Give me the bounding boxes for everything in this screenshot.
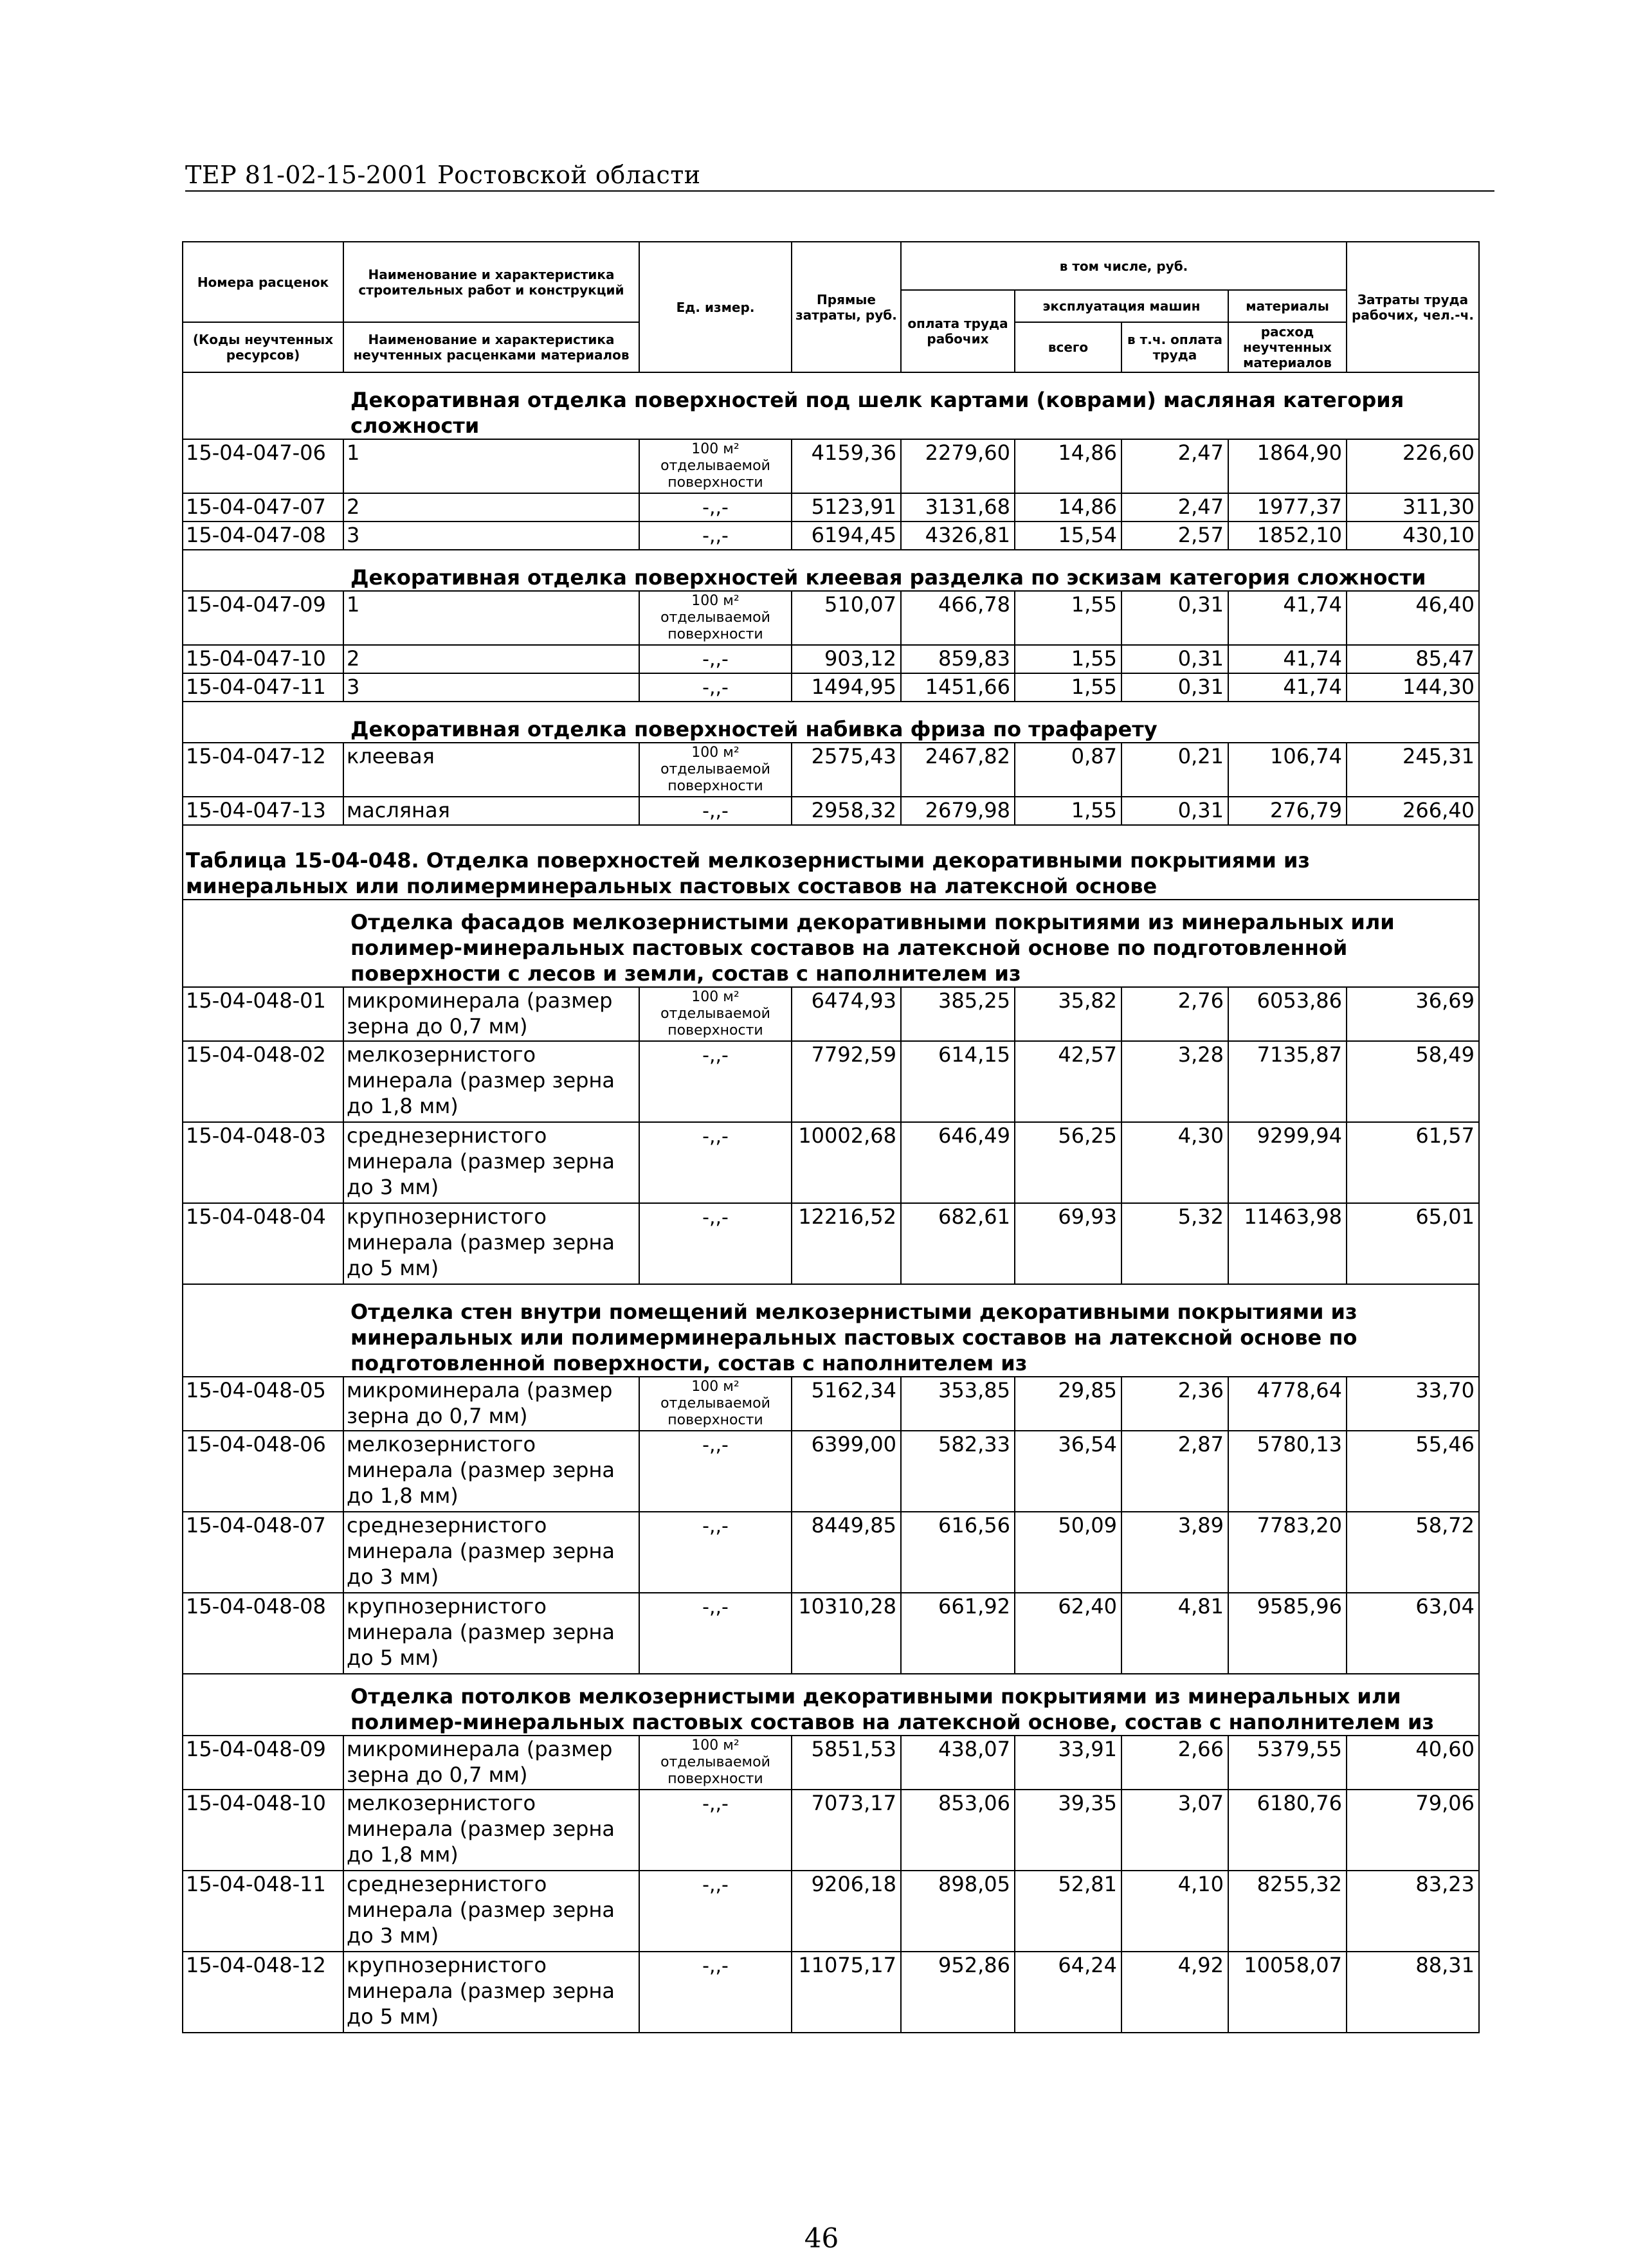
row-code: 15-04-048-01 — [183, 987, 343, 1041]
row-unit: 100 м² отделываемой поверхности — [639, 439, 792, 493]
row-machines-total: 52,81 — [1015, 1871, 1121, 1952]
row-materials: 9585,96 — [1228, 1593, 1347, 1674]
row-unit: -,,- — [639, 1952, 792, 2033]
row-machines-total: 50,09 — [1015, 1512, 1121, 1593]
row-machines-total: 14,86 — [1015, 493, 1121, 522]
row-materials: 41,74 — [1228, 673, 1347, 702]
table-row — [183, 1871, 1479, 1952]
row-unit: 100 м² отделываемой поверхности — [639, 1377, 792, 1431]
row-machines-total: 42,57 — [1015, 1041, 1121, 1122]
row-labor-hours: 88,31 — [1347, 1952, 1479, 2033]
row-labor-hours: 226,60 — [1347, 439, 1479, 493]
row-direct-cost: 11075,17 — [792, 1952, 901, 2033]
section-heading-row — [183, 1284, 1479, 1377]
row-code: 15-04-048-06 — [183, 1431, 343, 1512]
row-machines-labor: 4,10 — [1121, 1871, 1228, 1952]
row-name: 3 — [343, 522, 639, 550]
row-machines-labor: 2,57 — [1121, 522, 1228, 550]
row-unit: -,,- — [639, 797, 792, 825]
section-heading: Декоративная отделка поверхностей под шелк картами (коврами) масляная категория сложности — [183, 372, 1479, 439]
row-machines-labor: 2,47 — [1121, 439, 1228, 493]
section-heading-row — [183, 550, 1479, 591]
row-unit: -,,- — [639, 1122, 792, 1203]
section-heading-row — [183, 1674, 1479, 1736]
row-materials: 6053,86 — [1228, 987, 1347, 1041]
table-title: Таблица 15-04-048. Отделка поверхностей мелкозернистыми декоративными покрытиями из минеральных или полимерминеральных пастовых составов на латексной основе — [183, 825, 1479, 900]
section-heading: Отделка фасадов мелкозернистыми декоративными покрытиями из минеральных или полимер-минеральных пастовых составов на латексной основе по подготовленной поверхности с лесов и земли, состав с наполнителем из — [183, 900, 1479, 987]
table-row — [183, 1377, 1479, 1431]
row-direct-cost: 6399,00 — [792, 1431, 901, 1512]
row-direct-cost: 7792,59 — [792, 1041, 901, 1122]
row-materials: 9299,94 — [1228, 1122, 1347, 1203]
row-labor-hours: 266,40 — [1347, 797, 1479, 825]
row-name: среднезернистого минерала (размер зерна до 3 мм) — [343, 1512, 639, 1593]
row-machines-labor: 2,47 — [1121, 493, 1228, 522]
row-machines-labor: 4,92 — [1121, 1952, 1228, 2033]
row-machines-total: 39,35 — [1015, 1790, 1121, 1871]
row-unit: 100 м² отделываемой поверхности — [639, 743, 792, 797]
row-machines-labor: 2,36 — [1121, 1377, 1228, 1431]
row-labor-pay: 952,86 — [901, 1952, 1015, 2033]
row-labor-pay: 2679,98 — [901, 797, 1015, 825]
row-name: мелкозернистого минерала (размер зерна до 1,8 мм) — [343, 1790, 639, 1871]
row-labor-hours: 245,31 — [1347, 743, 1479, 797]
header-labor-pay: оплата труда рабочих — [901, 290, 1015, 372]
row-labor-hours: 46,40 — [1347, 591, 1479, 645]
row-code: 15-04-047-12 — [183, 743, 343, 797]
row-unit: 100 м² отделываемой поверхности — [639, 987, 792, 1041]
table-row — [183, 645, 1479, 673]
row-machines-labor: 5,32 — [1121, 1203, 1228, 1284]
row-labor-pay: 853,06 — [901, 1790, 1015, 1871]
row-code: 15-04-047-07 — [183, 493, 343, 522]
page-header: ТЕР 81-02-15-2001 Ростовской области — [185, 161, 701, 189]
row-unit: -,,- — [639, 1512, 792, 1593]
header-machines-total: всего — [1015, 322, 1121, 372]
row-name: 3 — [343, 673, 639, 702]
row-materials: 7783,20 — [1228, 1512, 1347, 1593]
row-name: среднезернистого минерала (размер зерна до 3 мм) — [343, 1122, 639, 1203]
row-materials: 4778,64 — [1228, 1377, 1347, 1431]
row-materials: 8255,32 — [1228, 1871, 1347, 1952]
row-labor-hours: 40,60 — [1347, 1736, 1479, 1790]
row-machines-total: 1,55 — [1015, 797, 1121, 825]
row-unit: 100 м² отделываемой поверхности — [639, 1736, 792, 1790]
row-name: крупнозернистого минерала (размер зерна до 5 мм) — [343, 1593, 639, 1674]
row-labor-hours: 36,69 — [1347, 987, 1479, 1041]
table-row — [183, 522, 1479, 550]
table-header — [183, 242, 1479, 372]
row-unit: -,,- — [639, 673, 792, 702]
row-name: 2 — [343, 645, 639, 673]
table-row — [183, 1790, 1479, 1871]
row-labor-pay: 661,92 — [901, 1593, 1015, 1674]
table-row — [183, 439, 1479, 493]
row-machines-total: 0,87 — [1015, 743, 1121, 797]
row-machines-total: 29,85 — [1015, 1377, 1121, 1431]
section-heading-row — [183, 372, 1479, 439]
section-heading: Отделка стен внутри помещений мелкозернистыми декоративными покрытиями из минеральных или полимерминеральных пастовых составов на латексной основе по подготовленной поверхности, состав с наполнителем из — [183, 1284, 1479, 1377]
header-machines-labor: в т.ч. оплата труда — [1121, 322, 1228, 372]
row-labor-hours: 79,06 — [1347, 1790, 1479, 1871]
row-materials: 1977,37 — [1228, 493, 1347, 522]
row-machines-total: 64,24 — [1015, 1952, 1121, 2033]
row-unit: -,,- — [639, 1041, 792, 1122]
row-name: мелкозернистого минерала (размер зерна до 1,8 мм) — [343, 1431, 639, 1512]
row-code: 15-04-048-09 — [183, 1736, 343, 1790]
row-labor-hours: 311,30 — [1347, 493, 1479, 522]
table-row — [183, 493, 1479, 522]
row-code: 15-04-048-03 — [183, 1122, 343, 1203]
row-labor-pay: 2467,82 — [901, 743, 1015, 797]
row-machines-labor: 4,81 — [1121, 1593, 1228, 1674]
row-name: 1 — [343, 439, 639, 493]
row-direct-cost: 6474,93 — [792, 987, 901, 1041]
row-materials: 11463,98 — [1228, 1203, 1347, 1284]
row-labor-pay: 646,49 — [901, 1122, 1015, 1203]
row-machines-labor: 2,76 — [1121, 987, 1228, 1041]
row-materials: 6180,76 — [1228, 1790, 1347, 1871]
row-labor-pay: 582,33 — [901, 1431, 1015, 1512]
row-direct-cost: 1494,95 — [792, 673, 901, 702]
row-labor-hours: 85,47 — [1347, 645, 1479, 673]
table-row — [183, 591, 1479, 645]
header-name-top: Наименование и характеристика строительных работ и конструкций — [343, 242, 639, 322]
row-labor-pay: 682,61 — [901, 1203, 1015, 1284]
row-labor-hours: 58,72 — [1347, 1512, 1479, 1593]
row-machines-labor: 0,31 — [1121, 797, 1228, 825]
row-direct-cost: 8449,85 — [792, 1512, 901, 1593]
row-machines-total: 14,86 — [1015, 439, 1121, 493]
row-labor-pay: 1451,66 — [901, 673, 1015, 702]
row-materials: 7135,87 — [1228, 1041, 1347, 1122]
row-unit: -,,- — [639, 1203, 792, 1284]
page-number: 46 — [804, 2222, 839, 2254]
row-materials: 1864,90 — [1228, 439, 1347, 493]
table-row — [183, 797, 1479, 825]
row-machines-labor: 0,31 — [1121, 673, 1228, 702]
header-materials: материалы — [1228, 290, 1347, 322]
header-including: в том числе, руб. — [901, 242, 1347, 290]
header-machines: эксплуатация машин — [1015, 290, 1228, 322]
row-materials: 41,74 — [1228, 645, 1347, 673]
row-machines-labor: 0,21 — [1121, 743, 1228, 797]
row-machines-total: 1,55 — [1015, 673, 1121, 702]
table-body — [183, 372, 1479, 2033]
row-machines-total: 62,40 — [1015, 1593, 1121, 1674]
row-labor-pay: 3131,68 — [901, 493, 1015, 522]
row-name: 2 — [343, 493, 639, 522]
row-materials: 5780,13 — [1228, 1431, 1347, 1512]
row-direct-cost: 6194,45 — [792, 522, 901, 550]
row-machines-labor: 3,89 — [1121, 1512, 1228, 1593]
header-labor-hours: Затраты труда рабочих, чел.-ч. — [1347, 242, 1479, 372]
row-labor-hours: 61,57 — [1347, 1122, 1479, 1203]
header-code-bottom: (Коды неучтенных ресурсов) — [183, 322, 343, 372]
header-unit: Ед. измер. — [639, 242, 792, 372]
row-materials: 1852,10 — [1228, 522, 1347, 550]
row-direct-cost: 510,07 — [792, 591, 901, 645]
row-name: крупнозернистого минерала (размер зерна до 5 мм) — [343, 1203, 639, 1284]
row-materials: 5379,55 — [1228, 1736, 1347, 1790]
row-code: 15-04-048-02 — [183, 1041, 343, 1122]
row-code: 15-04-048-05 — [183, 1377, 343, 1431]
row-code: 15-04-048-08 — [183, 1593, 343, 1674]
section-heading-row — [183, 900, 1479, 987]
row-materials: 276,79 — [1228, 797, 1347, 825]
row-name: микроминерала (размер зерна до 0,7 мм) — [343, 1736, 639, 1790]
header-code-top: Номера расценок — [183, 242, 343, 322]
row-labor-pay: 4326,81 — [901, 522, 1015, 550]
row-machines-total: 56,25 — [1015, 1122, 1121, 1203]
row-code: 15-04-048-07 — [183, 1512, 343, 1593]
row-materials: 41,74 — [1228, 591, 1347, 645]
row-machines-labor: 2,66 — [1121, 1736, 1228, 1790]
row-name: клеевая — [343, 743, 639, 797]
header-name-bottom: Наименование и характеристика неучтенных расценками материалов — [343, 322, 639, 372]
row-unit: -,,- — [639, 1790, 792, 1871]
row-labor-hours: 83,23 — [1347, 1871, 1479, 1952]
row-direct-cost: 4159,36 — [792, 439, 901, 493]
row-unit: -,,- — [639, 493, 792, 522]
row-machines-labor: 4,30 — [1121, 1122, 1228, 1203]
table-title-row — [183, 825, 1479, 900]
row-code: 15-04-047-06 — [183, 439, 343, 493]
row-labor-hours: 65,01 — [1347, 1203, 1479, 1284]
row-unit: -,,- — [639, 1593, 792, 1674]
row-machines-labor: 3,07 — [1121, 1790, 1228, 1871]
table-row — [183, 1736, 1479, 1790]
row-direct-cost: 2575,43 — [792, 743, 901, 797]
row-direct-cost: 12216,52 — [792, 1203, 901, 1284]
row-labor-pay: 466,78 — [901, 591, 1015, 645]
row-direct-cost: 7073,17 — [792, 1790, 901, 1871]
row-name: крупнозернистого минерала (размер зерна до 5 мм) — [343, 1952, 639, 2033]
row-direct-cost: 9206,18 — [792, 1871, 901, 1952]
row-unit: -,,- — [639, 1871, 792, 1952]
row-code: 15-04-047-11 — [183, 673, 343, 702]
table-row — [183, 1512, 1479, 1593]
table-row — [183, 1203, 1479, 1284]
table-row — [183, 1593, 1479, 1674]
row-direct-cost: 10002,68 — [792, 1122, 901, 1203]
row-machines-total: 1,55 — [1015, 591, 1121, 645]
row-machines-total: 33,91 — [1015, 1736, 1121, 1790]
table-row — [183, 1952, 1479, 2033]
table-row — [183, 673, 1479, 702]
row-code: 15-04-047-08 — [183, 522, 343, 550]
section-heading-row — [183, 702, 1479, 743]
row-code: 15-04-047-10 — [183, 645, 343, 673]
row-materials: 106,74 — [1228, 743, 1347, 797]
row-labor-pay: 385,25 — [901, 987, 1015, 1041]
table-row — [183, 1122, 1479, 1203]
row-machines-labor: 0,31 — [1121, 645, 1228, 673]
row-machines-total: 36,54 — [1015, 1431, 1121, 1512]
row-name: микроминерала (размер зерна до 0,7 мм) — [343, 1377, 639, 1431]
row-labor-pay: 438,07 — [901, 1736, 1015, 1790]
header-materials-sub: расход неучтенных материалов — [1228, 322, 1347, 372]
row-code: 15-04-048-04 — [183, 1203, 343, 1284]
row-machines-total: 69,93 — [1015, 1203, 1121, 1284]
row-labor-hours: 33,70 — [1347, 1377, 1479, 1431]
row-machines-labor: 0,31 — [1121, 591, 1228, 645]
row-code: 15-04-047-13 — [183, 797, 343, 825]
row-direct-cost: 10310,28 — [792, 1593, 901, 1674]
row-direct-cost: 2958,32 — [792, 797, 901, 825]
row-unit: -,,- — [639, 522, 792, 550]
row-code: 15-04-048-12 — [183, 1952, 343, 2033]
row-labor-pay: 859,83 — [901, 645, 1015, 673]
row-labor-pay: 353,85 — [901, 1377, 1015, 1431]
header-rule — [185, 190, 1494, 192]
row-name: масляная — [343, 797, 639, 825]
row-name: 1 — [343, 591, 639, 645]
row-labor-pay: 2279,60 — [901, 439, 1015, 493]
row-labor-hours: 55,46 — [1347, 1431, 1479, 1512]
row-code: 15-04-048-10 — [183, 1790, 343, 1871]
table-row — [183, 987, 1479, 1041]
row-code: 15-04-048-11 — [183, 1871, 343, 1952]
table-row — [183, 1041, 1479, 1122]
row-unit: 100 м² отделываемой поверхности — [639, 591, 792, 645]
section-heading: Декоративная отделка поверхностей клеевая разделка по эскизам категория сложности — [183, 550, 1479, 591]
row-machines-total: 1,55 — [1015, 645, 1121, 673]
row-direct-cost: 5123,91 — [792, 493, 901, 522]
row-machines-total: 35,82 — [1015, 987, 1121, 1041]
row-direct-cost: 5162,34 — [792, 1377, 901, 1431]
row-unit: -,,- — [639, 645, 792, 673]
row-machines-labor: 3,28 — [1121, 1041, 1228, 1122]
row-labor-pay: 614,15 — [901, 1041, 1015, 1122]
table-row — [183, 743, 1479, 797]
row-labor-hours: 430,10 — [1347, 522, 1479, 550]
row-direct-cost: 903,12 — [792, 645, 901, 673]
row-labor-pay: 616,56 — [901, 1512, 1015, 1593]
row-direct-cost: 5851,53 — [792, 1736, 901, 1790]
row-name: мелкозернистого минерала (размер зерна до 1,8 мм) — [343, 1041, 639, 1122]
section-heading: Декоративная отделка поверхностей набивка фриза по трафарету — [183, 702, 1479, 743]
table-row — [183, 1431, 1479, 1512]
row-labor-hours: 58,49 — [1347, 1041, 1479, 1122]
rates-table — [182, 241, 1480, 2033]
row-code: 15-04-047-09 — [183, 591, 343, 645]
row-machines-total: 15,54 — [1015, 522, 1121, 550]
row-labor-pay: 898,05 — [901, 1871, 1015, 1952]
row-labor-hours: 63,04 — [1347, 1593, 1479, 1674]
row-labor-hours: 144,30 — [1347, 673, 1479, 702]
section-heading: Отделка потолков мелкозернистыми декоративными покрытиями из минеральных или полимер-минеральных пастовых составов на латексной основе, состав с наполнителем из — [183, 1674, 1479, 1736]
header-direct: Прямые затраты, руб. — [792, 242, 901, 372]
row-name: микроминерала (размер зерна до 0,7 мм) — [343, 987, 639, 1041]
row-name: среднезернистого минерала (размер зерна до 3 мм) — [343, 1871, 639, 1952]
row-machines-labor: 2,87 — [1121, 1431, 1228, 1512]
row-materials: 10058,07 — [1228, 1952, 1347, 2033]
row-unit: -,,- — [639, 1431, 792, 1512]
